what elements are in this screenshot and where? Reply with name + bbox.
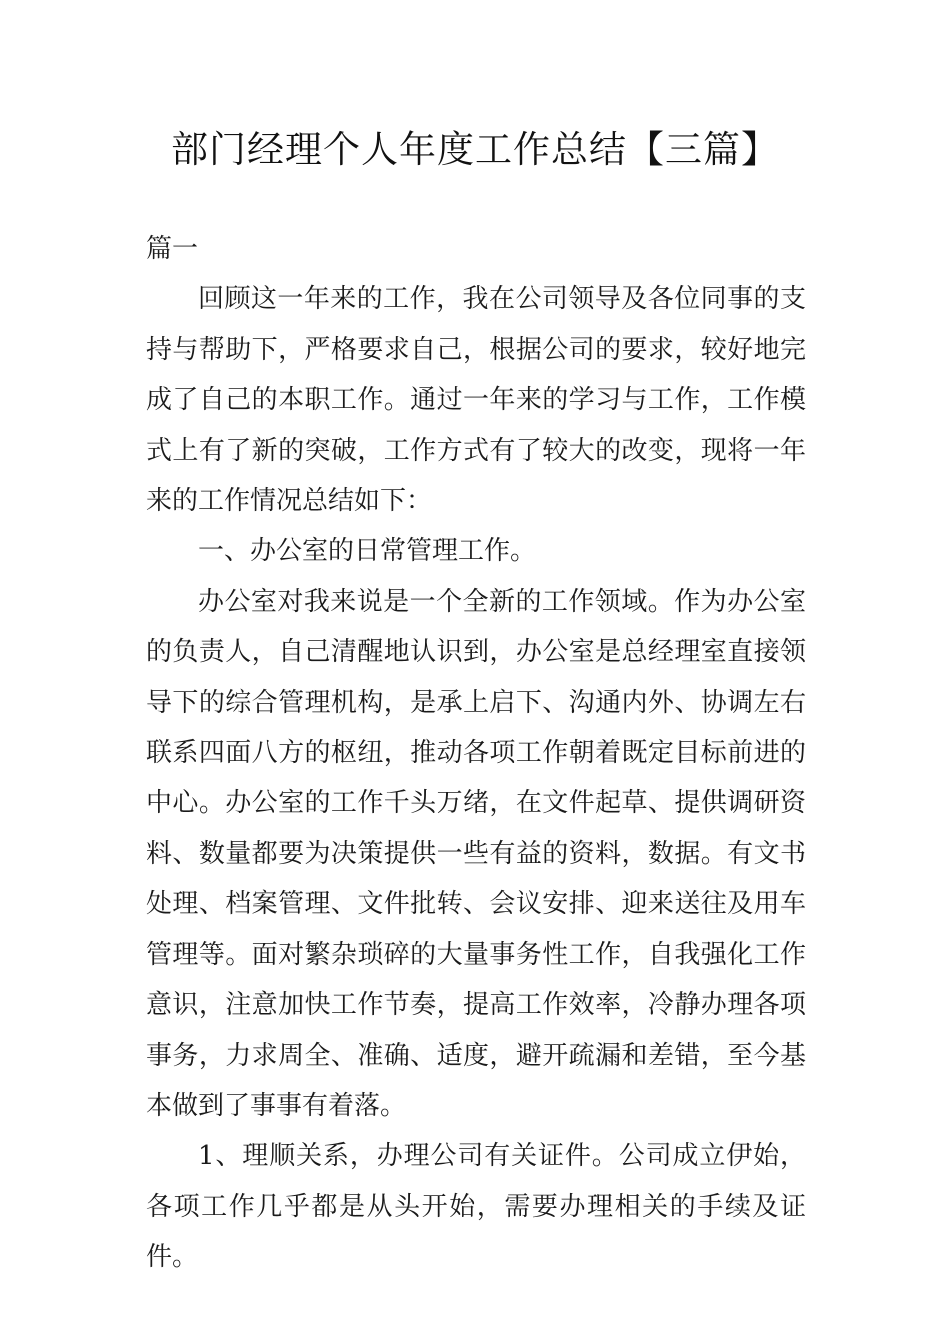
paragraph: 回顾这一年来的工作，我在公司领导及各位同事的支持与帮助下，严格要求自己，根据公司的要求，较好地完成了自己的本职工作。通过一年来的学习与工作，工作模式上有了新的突破，工作方式有了较大的改变，现将一年来的工作情况总结如下： (146, 284, 806, 517)
paragraph: 办公室对我来说是一个全新的工作领域。作为办公室的负责人，自己清醒地认识到，办公室是总经理室直接领导下的综合管理机构，是承上启下、沟通内外、协调左右联系四面八方的枢纽，推动各项工作朝着既定目标前进的中心。办公室的工作千头万绪，在文件起草、提供调研资料、数量都要为决策提供一些有益的资料，数据。有文书处理、档案管理、文件批转、会议安排、迎来送往及用车管理等。面对繁杂琐碎的大量事务性工作，自我强化工作意识，注意加快工作节奏，提高工作效率，冷静办理各项事务，力求周全、准确、适度，避开疏漏和差错，至今基本做到了事事有着落。 (146, 586, 806, 1121)
paragraph: 1、理顺关系，办理公司有关证件。公司成立伊始，各项工作几乎都是从头开始，需要办理相关的手续及证件。 (146, 1141, 806, 1273)
document-body (146, 224, 806, 1283)
document-title: 部门经理个人年度工作总结【三篇】 (171, 128, 779, 171)
section-heading: 一、办公室的日常管理工作。 (198, 536, 537, 567)
section-label: 篇一 (146, 234, 199, 264)
